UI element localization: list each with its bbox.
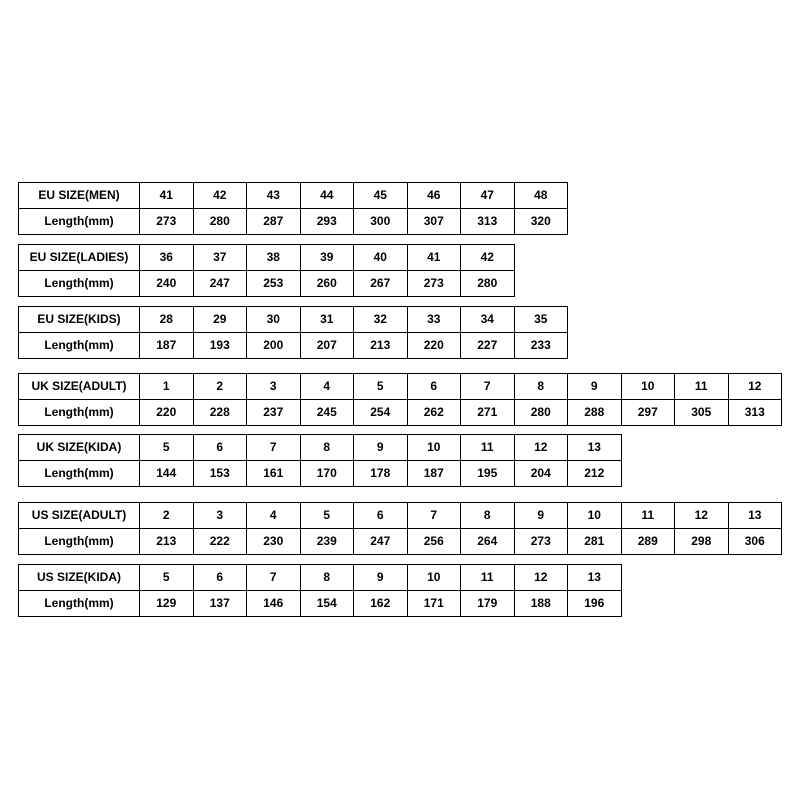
size-cell: 39: [300, 245, 354, 271]
length-cell: 220: [140, 400, 194, 426]
us-kida-size-table: [18, 564, 622, 617]
length-cell: 188: [514, 591, 568, 617]
length-cell: 273: [514, 529, 568, 555]
size-cell: 35: [514, 307, 568, 333]
length-cell: 161: [247, 461, 301, 487]
size-cell: 7: [461, 374, 515, 400]
size-cell: 8: [300, 565, 354, 591]
size-cell: 5: [354, 374, 408, 400]
length-cell: 162: [354, 591, 408, 617]
length-cell: 313: [728, 400, 782, 426]
size-cell: 4: [300, 374, 354, 400]
length-cell: 200: [247, 333, 301, 359]
size-cell: 29: [193, 307, 247, 333]
size-row: [19, 307, 568, 333]
length-cell: 187: [140, 333, 194, 359]
size-cell: 2: [193, 374, 247, 400]
length-cell: 213: [140, 529, 194, 555]
length-cell: 195: [461, 461, 515, 487]
size-cell: 9: [514, 503, 568, 529]
length-cell: 280: [193, 209, 247, 235]
length-cell: 297: [621, 400, 675, 426]
length-cell: 253: [247, 271, 301, 297]
length-row: [19, 529, 782, 555]
length-cell: 262: [407, 400, 461, 426]
eu-ladies-size-table: [18, 244, 515, 297]
length-cell: 144: [140, 461, 194, 487]
length-cell: 254: [354, 400, 408, 426]
size-cell: 12: [675, 503, 729, 529]
length-cell: 212: [568, 461, 622, 487]
size-cell: 30: [247, 307, 301, 333]
length-cell: 289: [621, 529, 675, 555]
length-cell: 245: [300, 400, 354, 426]
size-cell: 7: [247, 435, 301, 461]
size-cell: 10: [407, 435, 461, 461]
size-cell: 11: [461, 435, 515, 461]
size-row: [19, 183, 568, 209]
length-cell: 207: [300, 333, 354, 359]
size-cell: 6: [193, 435, 247, 461]
size-row-header: EU SIZE(MEN): [19, 183, 140, 209]
length-cell: 146: [247, 591, 301, 617]
size-cell: 11: [461, 565, 515, 591]
size-cell: 13: [568, 435, 622, 461]
length-row-header: Length(mm): [19, 591, 140, 617]
length-cell: 227: [461, 333, 515, 359]
length-cell: 273: [140, 209, 194, 235]
size-cell: 12: [514, 435, 568, 461]
size-cell: 41: [140, 183, 194, 209]
length-cell: 233: [514, 333, 568, 359]
length-cell: 193: [193, 333, 247, 359]
length-cell: 247: [354, 529, 408, 555]
length-cell: 271: [461, 400, 515, 426]
length-cell: 154: [300, 591, 354, 617]
size-cell: 42: [193, 183, 247, 209]
length-cell: 187: [407, 461, 461, 487]
length-cell: 204: [514, 461, 568, 487]
size-row-header: UK SIZE(ADULT): [19, 374, 140, 400]
size-cell: 41: [407, 245, 461, 271]
size-cell: 12: [514, 565, 568, 591]
length-row-header: Length(mm): [19, 333, 140, 359]
length-cell: 300: [354, 209, 408, 235]
size-cell: 6: [193, 565, 247, 591]
length-cell: 129: [140, 591, 194, 617]
length-cell: 247: [193, 271, 247, 297]
size-row: [19, 435, 622, 461]
size-row: [19, 245, 515, 271]
size-cell: 9: [354, 435, 408, 461]
size-row: [19, 565, 622, 591]
size-cell: 5: [140, 435, 194, 461]
eu-kids-size-table: [18, 306, 568, 359]
size-cell: 34: [461, 307, 515, 333]
size-cell: 8: [461, 503, 515, 529]
length-cell: 320: [514, 209, 568, 235]
length-cell: 267: [354, 271, 408, 297]
length-cell: 281: [568, 529, 622, 555]
eu-men-size-table: [18, 182, 568, 235]
size-cell: 13: [728, 503, 782, 529]
us-adult-size-table: [18, 502, 782, 555]
length-cell: 170: [300, 461, 354, 487]
length-row: [19, 271, 515, 297]
length-cell: 307: [407, 209, 461, 235]
length-row-header: Length(mm): [19, 461, 140, 487]
size-row-header: EU SIZE(LADIES): [19, 245, 140, 271]
length-cell: 298: [675, 529, 729, 555]
length-cell: 196: [568, 591, 622, 617]
size-cell: 8: [300, 435, 354, 461]
size-cell: 28: [140, 307, 194, 333]
size-row-header: US SIZE(KIDA): [19, 565, 140, 591]
size-row: [19, 374, 782, 400]
size-row-header: EU SIZE(KIDS): [19, 307, 140, 333]
length-cell: 288: [568, 400, 622, 426]
size-cell: 38: [247, 245, 301, 271]
length-cell: 171: [407, 591, 461, 617]
size-cell: 45: [354, 183, 408, 209]
size-cell: 31: [300, 307, 354, 333]
length-cell: 237: [247, 400, 301, 426]
size-cell: 43: [247, 183, 301, 209]
size-row-header: UK SIZE(KIDA): [19, 435, 140, 461]
size-cell: 33: [407, 307, 461, 333]
size-cell: 4: [247, 503, 301, 529]
size-cell: 3: [247, 374, 301, 400]
size-cell: 9: [354, 565, 408, 591]
size-cell: 1: [140, 374, 194, 400]
size-cell: 9: [568, 374, 622, 400]
length-row-header: Length(mm): [19, 400, 140, 426]
length-cell: 222: [193, 529, 247, 555]
size-row: [19, 503, 782, 529]
length-cell: 153: [193, 461, 247, 487]
size-cell: 11: [675, 374, 729, 400]
length-cell: 240: [140, 271, 194, 297]
length-cell: 287: [247, 209, 301, 235]
length-cell: 305: [675, 400, 729, 426]
length-row-header: Length(mm): [19, 271, 140, 297]
length-row: [19, 400, 782, 426]
size-cell: 13: [568, 565, 622, 591]
size-cell: 8: [514, 374, 568, 400]
length-cell: 228: [193, 400, 247, 426]
length-cell: 306: [728, 529, 782, 555]
length-row: [19, 209, 568, 235]
size-cell: 7: [247, 565, 301, 591]
size-cell: 3: [193, 503, 247, 529]
size-cell: 2: [140, 503, 194, 529]
length-row: [19, 333, 568, 359]
uk-kida-size-table: [18, 434, 622, 487]
length-cell: 178: [354, 461, 408, 487]
size-cell: 5: [140, 565, 194, 591]
size-cell: 44: [300, 183, 354, 209]
size-cell: 10: [407, 565, 461, 591]
length-cell: 137: [193, 591, 247, 617]
length-row: [19, 461, 622, 487]
length-row-header: Length(mm): [19, 529, 140, 555]
size-row-header: US SIZE(ADULT): [19, 503, 140, 529]
length-cell: 273: [407, 271, 461, 297]
length-cell: 313: [461, 209, 515, 235]
size-cell: 46: [407, 183, 461, 209]
length-row: [19, 591, 622, 617]
size-cell: 42: [461, 245, 515, 271]
length-cell: 230: [247, 529, 301, 555]
length-cell: 220: [407, 333, 461, 359]
size-cell: 10: [621, 374, 675, 400]
length-cell: 179: [461, 591, 515, 617]
size-cell: 7: [407, 503, 461, 529]
size-cell: 48: [514, 183, 568, 209]
length-cell: 280: [461, 271, 515, 297]
size-cell: 40: [354, 245, 408, 271]
size-cell: 12: [728, 374, 782, 400]
length-cell: 256: [407, 529, 461, 555]
size-cell: 5: [300, 503, 354, 529]
length-row-header: Length(mm): [19, 209, 140, 235]
size-cell: 37: [193, 245, 247, 271]
size-cell: 6: [407, 374, 461, 400]
uk-adult-size-table: [18, 373, 782, 426]
size-cell: 36: [140, 245, 194, 271]
length-cell: 264: [461, 529, 515, 555]
size-cell: 11: [621, 503, 675, 529]
length-cell: 280: [514, 400, 568, 426]
size-cell: 10: [568, 503, 622, 529]
size-cell: 32: [354, 307, 408, 333]
size-cell: 6: [354, 503, 408, 529]
length-cell: 293: [300, 209, 354, 235]
length-cell: 260: [300, 271, 354, 297]
size-cell: 47: [461, 183, 515, 209]
length-cell: 239: [300, 529, 354, 555]
length-cell: 213: [354, 333, 408, 359]
